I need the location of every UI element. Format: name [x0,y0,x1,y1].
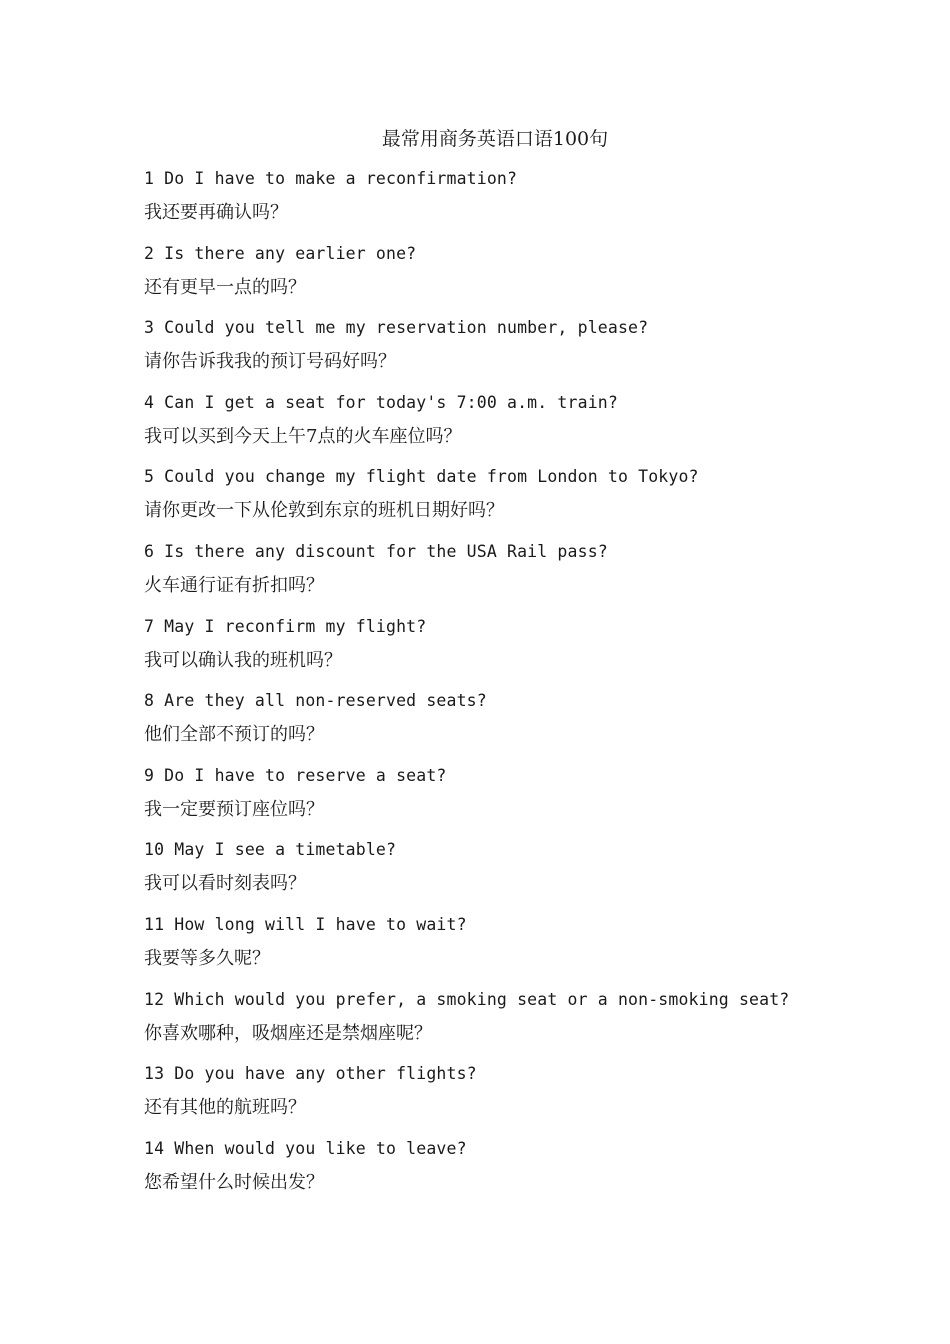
english-sentence: 7 May I reconfirm my flight? [144,616,427,636]
english-sentence: 6 Is there any discount for the USA Rail pass? [144,541,608,561]
phrase-entry [144,315,924,390]
chinese-translation: 他们全部不预订的吗？ [144,724,324,746]
phrase-entry [144,539,924,614]
chinese-translation: 还有其他的航班吗？ [144,1097,306,1119]
phrase-entry [144,987,924,1062]
chinese-translation: 我还要再确认吗？ [144,202,288,223]
phrase-entry [144,763,924,838]
chinese-translation: 我要等多久呢？ [144,947,270,969]
phrase-entry [144,688,924,763]
chinese-translation: 我一定要预订座位吗？ [144,798,324,820]
phrase-entry [144,464,924,539]
chinese-translation: 请你更改一下从伦敦到东京的班机日期好吗？ [144,500,504,522]
english-sentence: 1 Do I have to make a reconfirmation? [144,169,518,188]
english-sentence: 5 Could you change my flight date from London to Tokyo? [144,467,699,487]
english-sentence: 3 Could you tell me my reservation number, please? [144,318,649,338]
phrase-entry [144,241,924,316]
chinese-translation: 你喜欢哪种，吸烟座还是禁烟座呢？ [144,1022,432,1044]
phrase-list [144,166,924,1210]
phrase-entry [144,166,924,241]
english-sentence: 13 Do you have any other flights? [144,1064,477,1084]
phrase-entry [144,837,924,912]
chinese-translation: 您希望什么时候出发？ [144,1171,324,1193]
english-sentence: 9 Do I have to reserve a seat? [144,765,447,785]
chinese-translation: 我可以买到今天上午7点的火车座位吗？ [144,425,462,447]
english-sentence: 11 How long will I have to wait? [144,914,467,934]
chinese-translation: 火车通行证有折扣吗？ [144,574,324,596]
chinese-translation: 我可以看时刻表吗？ [144,873,306,895]
phrase-entry [144,1061,924,1136]
english-sentence: 2 Is there any earlier one? [144,243,417,263]
english-sentence: 10 May I see a timetable? [144,840,397,860]
chinese-translation: 还有更早一点的吗？ [144,276,306,298]
english-sentence: 14 When would you like to leave? [144,1138,467,1158]
phrase-entry [144,912,924,987]
document-title: 最常用商务英语口语100句 [381,128,609,150]
phrase-entry [144,1136,924,1211]
phrase-entry [144,390,924,465]
phrase-entry [144,614,924,689]
english-sentence: 12 Which would you prefer, a smoking seat or a non-smoking seat? [144,989,790,1009]
chinese-translation: 请你告诉我我的预订号码好吗？ [144,351,396,373]
english-sentence: 4 Can I get a seat for today's 7:00 a.m. train? [144,392,618,412]
english-sentence: 8 Are they all non-reserved seats? [144,691,487,711]
chinese-translation: 我可以确认我的班机吗？ [144,649,342,671]
